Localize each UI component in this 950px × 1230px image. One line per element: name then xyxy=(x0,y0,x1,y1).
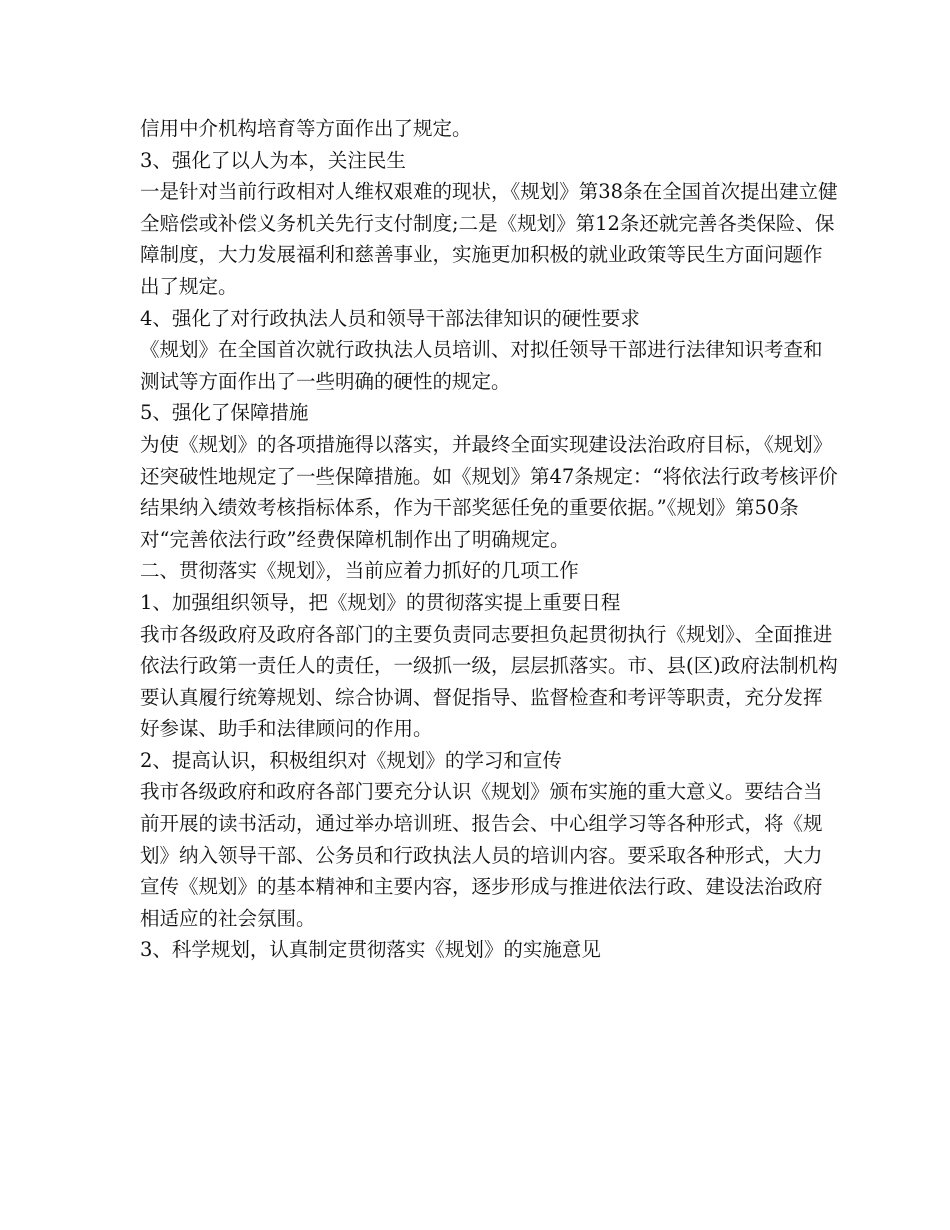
paragraph-safeguards: 为使《规划》的各项措施得以落实，并最终全面实现建设法治政府目标，《规划》还突破性地规定了一些保障措施。如《规划》第47条规定：“将依法行政考核评价结果纳入绩效考核指标体系，作为干部奖惩任免的重要依据。”《规划》第50条对“完善依法行政”经费保障机制作出了明确规定。 xyxy=(140,432,838,551)
heading-4-legal-knowledge: 4、强化了对行政执法人员和领导干部法律知识的硬性要求 xyxy=(140,306,640,330)
paragraph-awareness: 我市各级政府和政府各部门要充分认识《规划》颁布实施的重大意义。要结合当前开展的读书活动，通过举办培训班、报告会、中心组学习等各种形式，将《规划》纳入领导干部、公务员和行政执法人员的培训内容。要采取各种形式，大力宣传《规划》的基本精神和主要内容，逐步形成与推进依法行政、建设法治政府相适应的社会氛围。 xyxy=(140,780,823,930)
section-heading-2: 二、贯彻落实《规划》，当前应着力抓好的几项工作 xyxy=(140,559,579,583)
heading-1-leadership: 1、加强组织领导，把《规划》的贯彻落实提上重要日程 xyxy=(140,590,621,614)
heading-3-planning: 3、科学规划，认真制定贯彻落实《规划》的实施意见 xyxy=(140,938,601,962)
heading-3-people-oriented: 3、强化了以人为本，关注民生 xyxy=(140,148,406,172)
paragraph-leadership: 我市各级政府及政府各部门的主要负责同志要担负起贯彻执行《规划》、全面推进依法行政第一责任人的责任，一级抓一级，层层抓落实。市、县(区)政府法制机构要认真履行统筹规划、综合协调、督促指导、监督检查和考评等职责，充分发挥好参谋、助手和法律顾问的作用。 xyxy=(140,622,838,741)
document-body xyxy=(140,113,840,966)
paragraph-legal-knowledge: 《规划》在全国首次就行政执法人员培训、对拟任领导干部进行法律知识考查和测试等方面作出了一些明确的硬性的规定。 xyxy=(140,338,823,393)
heading-5-safeguards: 5、强化了保障措施 xyxy=(140,401,309,425)
paragraph-livelihood: 一是针对当前行政相对人维权艰难的现状，《规划》第38条在全国首次提出建立健全赔偿或补偿义务机关先行支付制度;二是《规划》第12条还就完善各类保险、保障制度，大力发展福利和慈善事业，实施更加积极的就业政策等民生方面问题作出了规定。 xyxy=(140,180,838,298)
heading-2-awareness: 2、提高认识，积极组织对《规划》的学习和宣传 xyxy=(140,748,562,772)
paragraph-continuation: 信用中介机构培育等方面作出了规定。 xyxy=(140,117,472,140)
